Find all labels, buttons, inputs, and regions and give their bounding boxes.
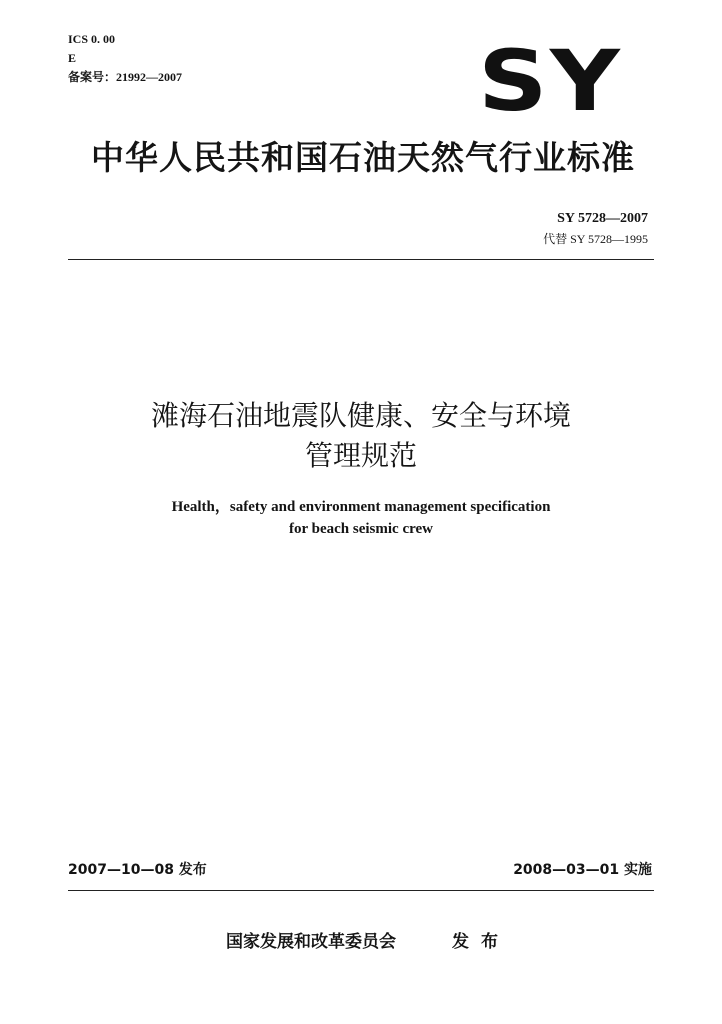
category-code: E <box>68 51 77 65</box>
title-en-line2: for beach seismic crew <box>289 521 433 537</box>
replaces-standard: 代替 SY 5728—1995 <box>543 232 648 246</box>
title-cn-line2: 管理规范 <box>304 439 417 472</box>
issuing-authority: 国家发展和改革委员会 <box>226 932 396 952</box>
title-cn-line1: 滩海石油地震队健康、安全与环境 <box>150 399 571 432</box>
filing-number: 备案号：21992—2007 <box>68 70 183 84</box>
issue-label: 发布 <box>452 932 510 952</box>
issue-date: 2007—10—08 发布 <box>68 862 207 878</box>
top-divider <box>68 259 654 260</box>
standard-number: SY 5728—2007 <box>557 211 648 226</box>
industry-standard-title: 中华人民共和国石油天然气行业标准 <box>91 138 635 177</box>
effective-date: 2008—03—01 实施 <box>513 862 652 878</box>
sy-logo: SY <box>478 32 623 130</box>
title-en-line1: Health，safety and environment management specification <box>171 499 551 515</box>
bottom-divider <box>68 890 654 891</box>
ics-code: ICS 0. 00 <box>68 32 116 46</box>
